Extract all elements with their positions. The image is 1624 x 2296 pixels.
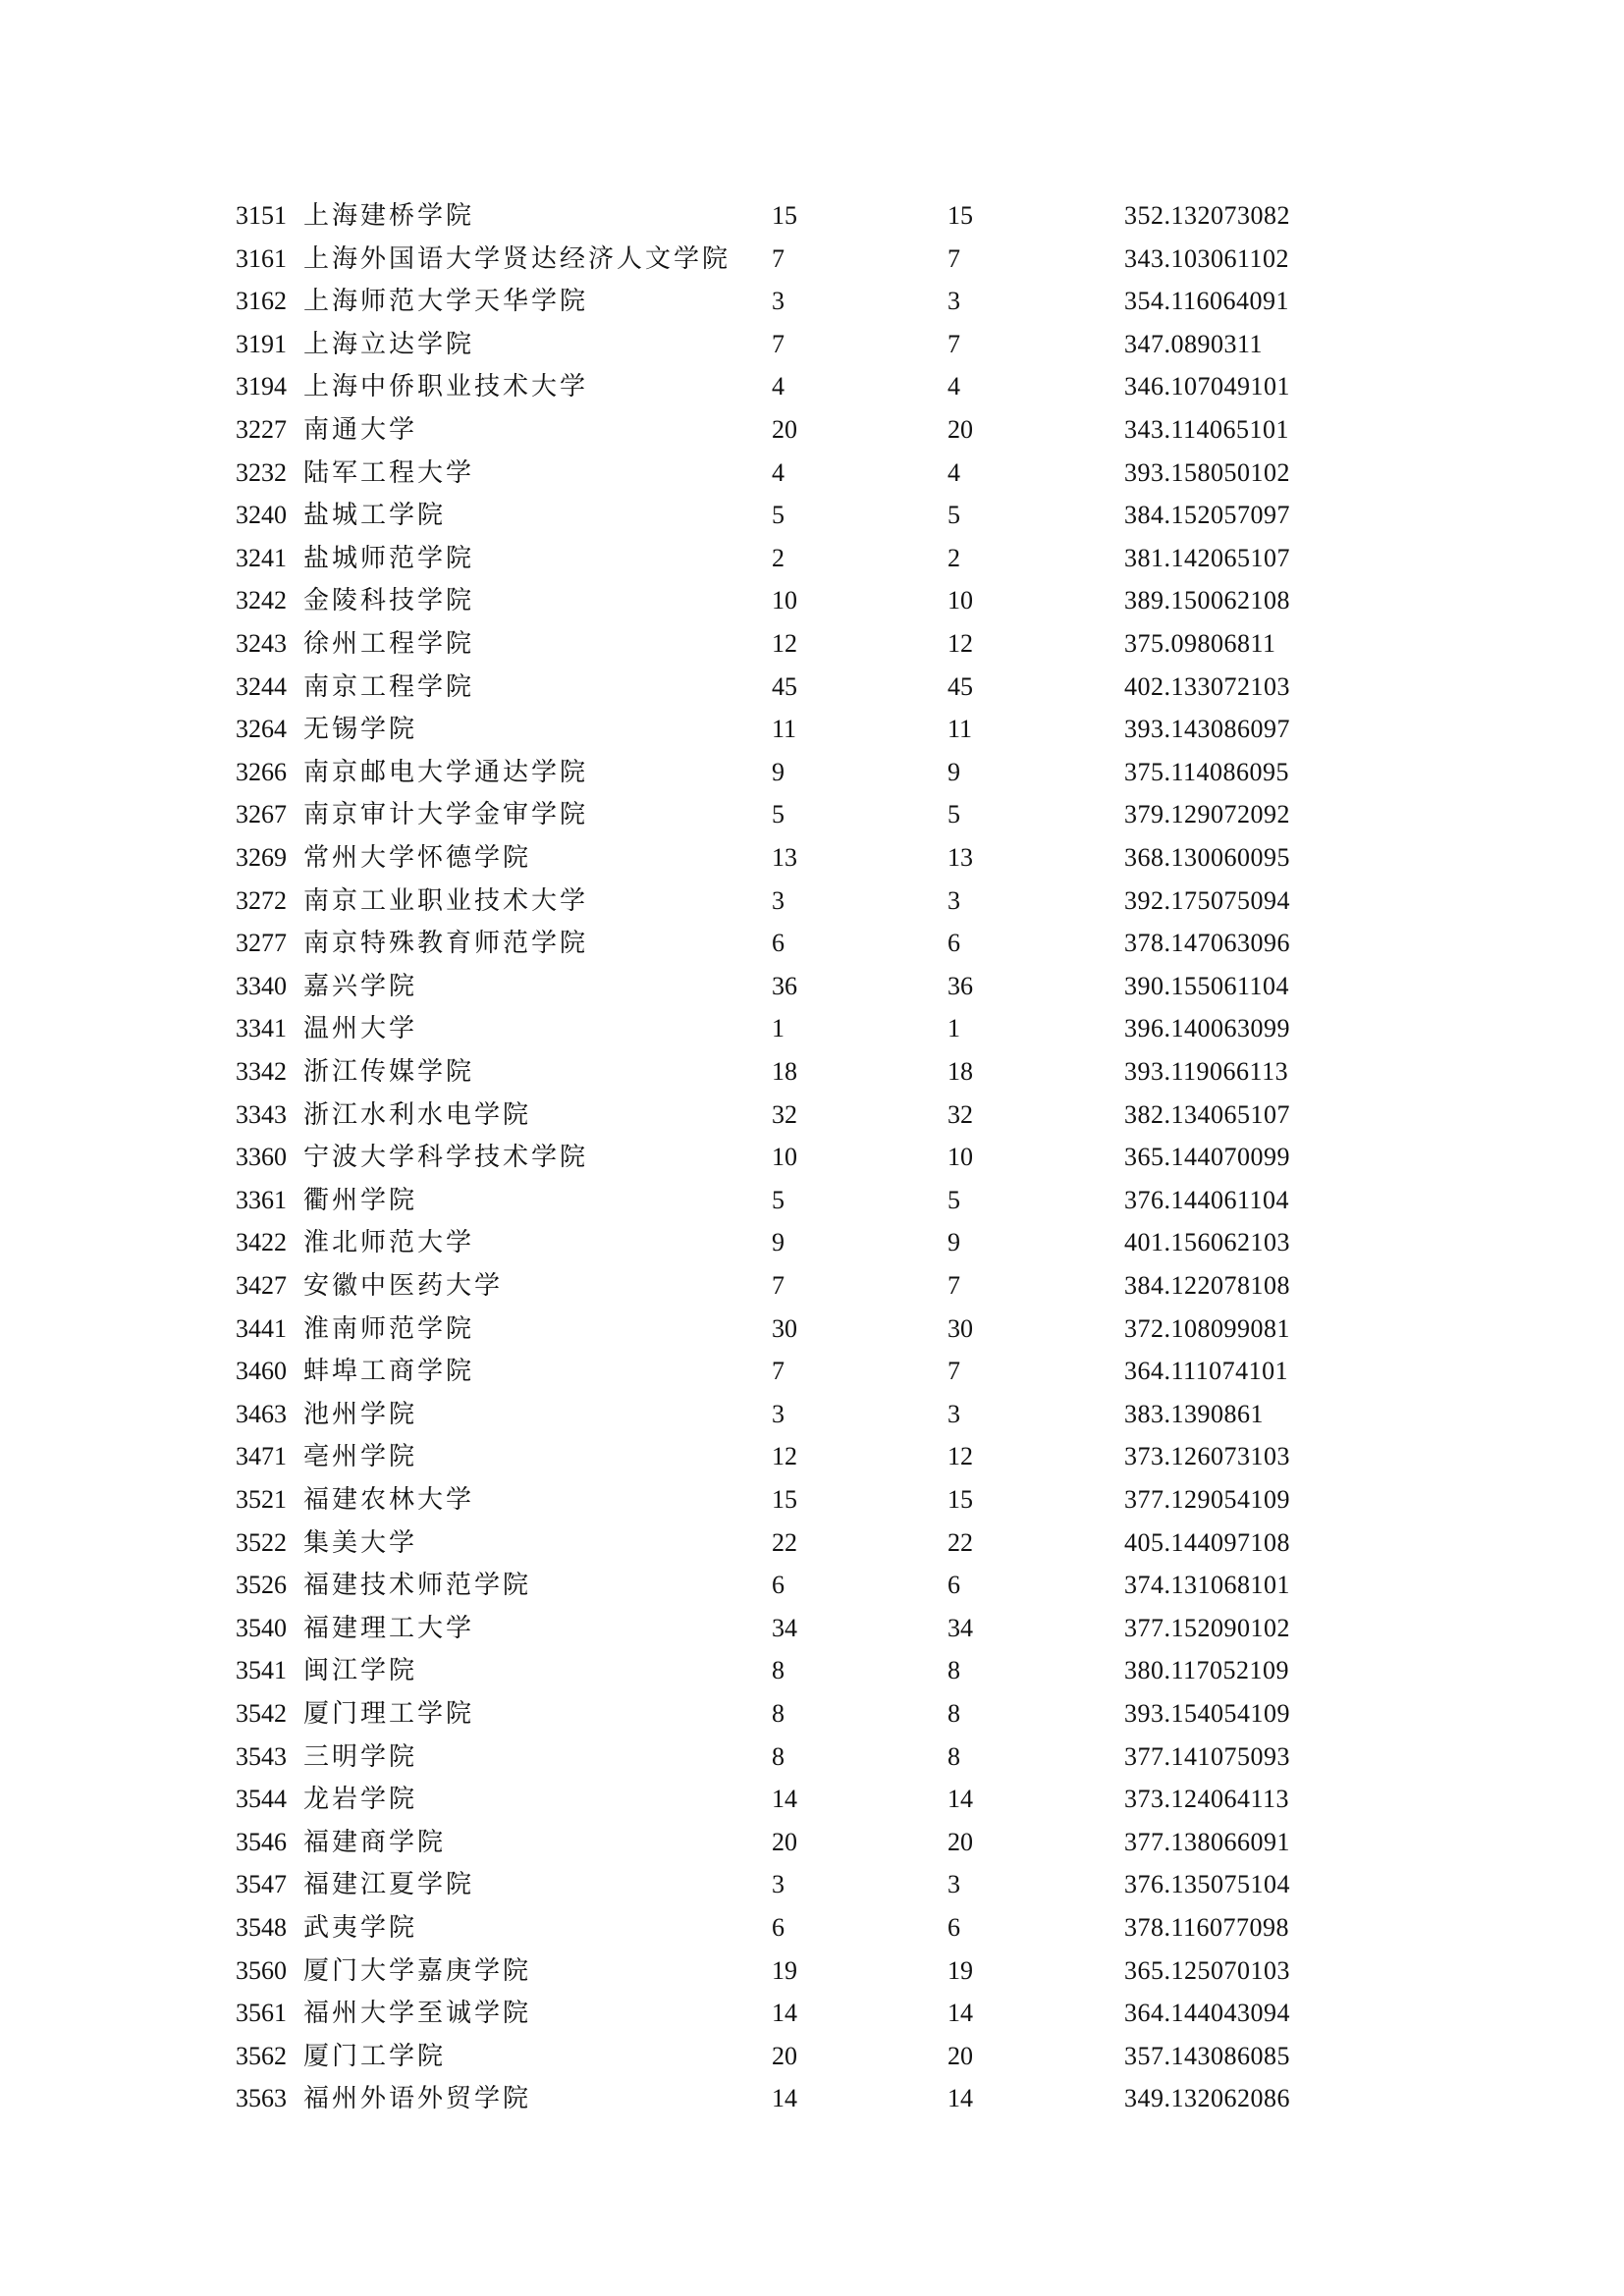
school-name: 上海立达学院 [303, 329, 475, 358]
table-row [0, 2081, 1624, 2124]
min-score: 374.131068101 [1124, 1571, 1290, 1600]
school-name: 蚌埠工商学院 [303, 1357, 475, 1386]
table-row [0, 455, 1624, 499]
admitted-count: 1 [947, 1014, 960, 1043]
admitted-count: 6 [947, 1913, 960, 1942]
school-name: 福州大学至诚学院 [303, 1999, 532, 2028]
min-score: 372.108099081 [1124, 1313, 1290, 1343]
table-row [0, 1397, 1624, 1440]
table-row [0, 1482, 1624, 1525]
min-score: 401.156062103 [1124, 1228, 1290, 1257]
school-code: 3561 [236, 1999, 287, 2028]
plan-count: 3 [772, 287, 785, 316]
admitted-count: 32 [947, 1099, 973, 1129]
admitted-count: 5 [947, 1185, 960, 1214]
admitted-count: 18 [947, 1057, 973, 1086]
plan-count: 1 [772, 1014, 785, 1043]
school-name: 上海中侨职业技术大学 [303, 372, 589, 401]
school-code: 3243 [236, 629, 287, 658]
table-row [0, 369, 1624, 412]
school-code: 3272 [236, 885, 287, 915]
table-row [0, 1183, 1624, 1226]
admitted-count: 3 [947, 287, 960, 316]
admitted-count: 6 [947, 929, 960, 958]
table-row [0, 1439, 1624, 1482]
plan-count: 34 [772, 1613, 797, 1642]
school-name: 福建江夏学院 [303, 1870, 475, 1899]
school-code: 3151 [236, 201, 287, 230]
min-score: 347.0890311 [1124, 329, 1264, 358]
min-score: 364.144043094 [1124, 1999, 1290, 2028]
admitted-count: 12 [947, 1442, 973, 1471]
min-score: 354.116064091 [1124, 287, 1290, 316]
table-row [0, 1825, 1624, 1868]
admitted-count: 13 [947, 843, 973, 872]
admitted-count: 22 [947, 1527, 973, 1557]
school-code: 3360 [236, 1143, 287, 1172]
min-score: 390.155061104 [1124, 971, 1290, 1000]
school-name: 福建理工大学 [303, 1613, 475, 1642]
table-row [0, 583, 1624, 626]
school-name: 上海外国语大学贤达经济人文学院 [303, 243, 731, 273]
plan-count: 10 [772, 586, 797, 615]
school-name: 厦门大学嘉庚学院 [303, 1955, 532, 1985]
admitted-count: 7 [947, 243, 960, 273]
school-code: 3541 [236, 1656, 287, 1685]
min-score: 381.142065107 [1124, 543, 1290, 572]
plan-count: 19 [772, 1955, 797, 1985]
min-score: 375.09806811 [1124, 629, 1276, 658]
table-row [0, 1996, 1624, 2039]
plan-count: 5 [772, 501, 785, 530]
table-row [0, 969, 1624, 1012]
school-name: 南京审计大学金审学院 [303, 800, 589, 829]
table-row [0, 2039, 1624, 2082]
school-code: 3240 [236, 501, 287, 530]
school-name: 淮南师范学院 [303, 1313, 475, 1343]
table-row [0, 840, 1624, 883]
school-name: 闽江学院 [303, 1656, 418, 1685]
school-code: 3269 [236, 843, 287, 872]
plan-count: 30 [772, 1313, 797, 1343]
table-row [0, 1611, 1624, 1654]
school-name: 厦门工学院 [303, 2041, 447, 2070]
admitted-count: 34 [947, 1613, 973, 1642]
school-code: 3343 [236, 1099, 287, 1129]
school-code: 3522 [236, 1527, 287, 1557]
table-row [0, 198, 1624, 241]
min-score: 377.138066091 [1124, 1827, 1290, 1856]
min-score: 393.119066113 [1124, 1057, 1289, 1086]
table-row [0, 797, 1624, 840]
admitted-count: 30 [947, 1313, 973, 1343]
min-score: 384.122078108 [1124, 1271, 1290, 1300]
plan-count: 15 [772, 1485, 797, 1514]
school-code: 3463 [236, 1399, 287, 1428]
school-code: 3471 [236, 1442, 287, 1471]
min-score: 402.133072103 [1124, 671, 1290, 701]
plan-count: 20 [772, 415, 797, 444]
admitted-count: 20 [947, 2041, 973, 2070]
school-name: 南京工程学院 [303, 671, 475, 701]
school-code: 3266 [236, 757, 287, 786]
admitted-count: 5 [947, 800, 960, 829]
table-row [0, 669, 1624, 713]
plan-count: 7 [772, 329, 785, 358]
admitted-count: 19 [947, 1955, 973, 1985]
school-code: 3542 [236, 1699, 287, 1728]
school-code: 3548 [236, 1913, 287, 1942]
min-score: 393.154054109 [1124, 1699, 1290, 1728]
admitted-count: 15 [947, 1485, 973, 1514]
table-row [0, 712, 1624, 755]
table-row [0, 1910, 1624, 1953]
school-code: 3521 [236, 1485, 287, 1514]
school-name: 盐城师范学院 [303, 543, 475, 572]
school-code: 3341 [236, 1014, 287, 1043]
table-row [0, 1011, 1624, 1054]
plan-count: 14 [772, 2084, 797, 2113]
admitted-count: 6 [947, 1571, 960, 1600]
plan-count: 2 [772, 543, 785, 572]
admitted-count: 2 [947, 543, 960, 572]
min-score: 373.126073103 [1124, 1442, 1290, 1471]
school-code: 3340 [236, 971, 287, 1000]
table-row [0, 1140, 1624, 1183]
table-row [0, 1696, 1624, 1739]
table-row [0, 498, 1624, 541]
school-name: 南京工业职业技术大学 [303, 885, 589, 915]
school-name: 安徽中医药大学 [303, 1271, 504, 1300]
plan-count: 20 [772, 2041, 797, 2070]
plan-count: 6 [772, 929, 785, 958]
plan-count: 32 [772, 1099, 797, 1129]
admitted-count: 10 [947, 586, 973, 615]
admitted-count: 12 [947, 629, 973, 658]
min-score: 373.124064113 [1124, 1785, 1290, 1814]
plan-count: 36 [772, 971, 797, 1000]
min-score: 346.107049101 [1124, 372, 1290, 401]
school-name: 金陵科技学院 [303, 586, 475, 615]
plan-count: 9 [772, 1228, 785, 1257]
school-name: 福建商学院 [303, 1827, 447, 1856]
school-name: 南京邮电大学通达学院 [303, 757, 589, 786]
school-name: 盐城工学院 [303, 501, 447, 530]
min-score: 384.152057097 [1124, 501, 1290, 530]
min-score: 375.114086095 [1124, 757, 1290, 786]
school-name: 嘉兴学院 [303, 971, 418, 1000]
plan-count: 8 [772, 1699, 785, 1728]
min-score: 357.143086085 [1124, 2041, 1290, 2070]
school-name: 浙江水利水电学院 [303, 1099, 532, 1129]
table-row [0, 241, 1624, 285]
admitted-count: 9 [947, 1228, 960, 1257]
table-row [0, 1739, 1624, 1783]
min-score: 382.134065107 [1124, 1099, 1290, 1129]
min-score: 376.144061104 [1124, 1185, 1290, 1214]
school-code: 3342 [236, 1057, 287, 1086]
school-code: 3241 [236, 543, 287, 572]
min-score: 396.140063099 [1124, 1014, 1290, 1043]
school-code: 3242 [236, 586, 287, 615]
plan-count: 3 [772, 1399, 785, 1428]
school-code: 3460 [236, 1357, 287, 1386]
table-row [0, 1354, 1624, 1397]
plan-count: 12 [772, 1442, 797, 1471]
school-name: 池州学院 [303, 1399, 418, 1428]
min-score: 378.116077098 [1124, 1913, 1290, 1942]
table-row [0, 1268, 1624, 1311]
min-score: 377.129054109 [1124, 1485, 1290, 1514]
admitted-count: 15 [947, 201, 973, 230]
plan-count: 5 [772, 1185, 785, 1214]
min-score: 377.141075093 [1124, 1741, 1290, 1771]
min-score: 349.132062086 [1124, 2084, 1290, 2113]
admitted-count: 36 [947, 971, 973, 1000]
school-name: 上海师范大学天华学院 [303, 287, 589, 316]
school-name: 浙江传媒学院 [303, 1057, 475, 1086]
plan-count: 7 [772, 1357, 785, 1386]
admitted-count: 7 [947, 1271, 960, 1300]
school-code: 3277 [236, 929, 287, 958]
min-score: 393.143086097 [1124, 715, 1290, 744]
school-name: 福建技术师范学院 [303, 1571, 532, 1600]
school-name: 衢州学院 [303, 1185, 418, 1214]
min-score: 352.132073082 [1124, 201, 1290, 230]
school-name: 厦门理工学院 [303, 1699, 475, 1728]
plan-count: 15 [772, 201, 797, 230]
school-code: 3441 [236, 1313, 287, 1343]
admitted-count: 8 [947, 1699, 960, 1728]
table-row [0, 1782, 1624, 1825]
admitted-count: 14 [947, 1999, 973, 2028]
plan-count: 14 [772, 1999, 797, 2028]
plan-count: 5 [772, 800, 785, 829]
min-score: 365.144070099 [1124, 1143, 1290, 1172]
plan-count: 3 [772, 1870, 785, 1899]
table-row [0, 755, 1624, 798]
school-name: 龙岩学院 [303, 1785, 418, 1814]
school-name: 三明学院 [303, 1741, 418, 1771]
min-score: 378.147063096 [1124, 929, 1290, 958]
school-code: 3562 [236, 2041, 287, 2070]
admitted-count: 14 [947, 1785, 973, 1814]
school-name: 徐州工程学院 [303, 629, 475, 658]
school-name: 上海建桥学院 [303, 201, 475, 230]
plan-count: 8 [772, 1741, 785, 1771]
min-score: 380.117052109 [1124, 1656, 1290, 1685]
admitted-count: 14 [947, 2084, 973, 2113]
min-score: 393.158050102 [1124, 457, 1290, 487]
school-name: 亳州学院 [303, 1442, 418, 1471]
min-score: 389.150062108 [1124, 586, 1290, 615]
plan-count: 45 [772, 671, 797, 701]
school-code: 3526 [236, 1571, 287, 1600]
min-score: 377.152090102 [1124, 1613, 1290, 1642]
admitted-count: 4 [947, 457, 960, 487]
table-row [0, 1097, 1624, 1141]
plan-count: 7 [772, 243, 785, 273]
admitted-count: 9 [947, 757, 960, 786]
min-score: 383.1390861 [1124, 1399, 1264, 1428]
admitted-count: 5 [947, 501, 960, 530]
min-score: 365.125070103 [1124, 1955, 1290, 1985]
admitted-count: 4 [947, 372, 960, 401]
plan-count: 6 [772, 1571, 785, 1600]
table-row [0, 284, 1624, 327]
school-code: 3543 [236, 1741, 287, 1771]
plan-count: 6 [772, 1913, 785, 1942]
school-code: 3422 [236, 1228, 287, 1257]
school-code: 3161 [236, 243, 287, 273]
table-row [0, 1054, 1624, 1097]
school-name: 武夷学院 [303, 1913, 418, 1942]
table-row [0, 541, 1624, 584]
min-score: 364.111074101 [1124, 1357, 1289, 1386]
admitted-count: 3 [947, 1870, 960, 1899]
table-row [0, 1867, 1624, 1910]
min-score: 392.175075094 [1124, 885, 1290, 915]
school-code: 3563 [236, 2084, 287, 2113]
admitted-count: 3 [947, 885, 960, 915]
admitted-count: 20 [947, 415, 973, 444]
table-row [0, 327, 1624, 370]
plan-count: 12 [772, 629, 797, 658]
admitted-count: 45 [947, 671, 973, 701]
school-code: 3361 [236, 1185, 287, 1214]
school-name: 宁波大学科学技术学院 [303, 1143, 589, 1172]
school-name: 无锡学院 [303, 715, 418, 744]
table-row [0, 1311, 1624, 1355]
plan-count: 3 [772, 885, 785, 915]
admitted-count: 10 [947, 1143, 973, 1172]
school-code: 3162 [236, 287, 287, 316]
admitted-count: 8 [947, 1741, 960, 1771]
admitted-count: 11 [947, 715, 973, 744]
school-name: 福建农林大学 [303, 1485, 475, 1514]
school-code: 3544 [236, 1785, 287, 1814]
plan-count: 8 [772, 1656, 785, 1685]
table-row [0, 1568, 1624, 1611]
table-row [0, 883, 1624, 927]
plan-count: 13 [772, 843, 797, 872]
school-code: 3427 [236, 1271, 287, 1300]
school-code: 3244 [236, 671, 287, 701]
school-name: 南通大学 [303, 415, 418, 444]
plan-count: 20 [772, 1827, 797, 1856]
school-code: 3546 [236, 1827, 287, 1856]
admitted-count: 20 [947, 1827, 973, 1856]
school-code: 3191 [236, 329, 287, 358]
table-row [0, 412, 1624, 455]
school-code: 3560 [236, 1955, 287, 1985]
school-name: 常州大学怀德学院 [303, 843, 532, 872]
plan-count: 14 [772, 1785, 797, 1814]
school-code: 3194 [236, 372, 287, 401]
min-score: 368.130060095 [1124, 843, 1290, 872]
admitted-count: 7 [947, 1357, 960, 1386]
plan-count: 11 [772, 715, 797, 744]
min-score: 379.129072092 [1124, 800, 1290, 829]
admitted-count: 7 [947, 329, 960, 358]
table-row [0, 1953, 1624, 1997]
plan-count: 4 [772, 372, 785, 401]
min-score: 376.135075104 [1124, 1870, 1290, 1899]
school-code: 3540 [236, 1613, 287, 1642]
admitted-count: 3 [947, 1399, 960, 1428]
admitted-count: 8 [947, 1656, 960, 1685]
school-name: 福州外语外贸学院 [303, 2084, 532, 2113]
min-score: 343.114065101 [1124, 415, 1290, 444]
school-name: 温州大学 [303, 1014, 418, 1043]
plan-count: 4 [772, 457, 785, 487]
school-name: 陆军工程大学 [303, 457, 475, 487]
school-code: 3227 [236, 415, 287, 444]
table-row [0, 1225, 1624, 1268]
table-row [0, 926, 1624, 969]
school-name: 集美大学 [303, 1527, 418, 1557]
table-row [0, 1525, 1624, 1569]
plan-count: 9 [772, 757, 785, 786]
table-row [0, 626, 1624, 669]
school-code: 3232 [236, 457, 287, 487]
plan-count: 22 [772, 1527, 797, 1557]
school-name: 南京特殊教育师范学院 [303, 929, 589, 958]
plan-count: 7 [772, 1271, 785, 1300]
school-code: 3547 [236, 1870, 287, 1899]
min-score: 343.103061102 [1124, 243, 1290, 273]
school-code: 3264 [236, 715, 287, 744]
school-name: 淮北师范大学 [303, 1228, 475, 1257]
plan-count: 10 [772, 1143, 797, 1172]
school-code: 3267 [236, 800, 287, 829]
table-row [0, 1653, 1624, 1696]
min-score: 405.144097108 [1124, 1527, 1290, 1557]
plan-count: 18 [772, 1057, 797, 1086]
